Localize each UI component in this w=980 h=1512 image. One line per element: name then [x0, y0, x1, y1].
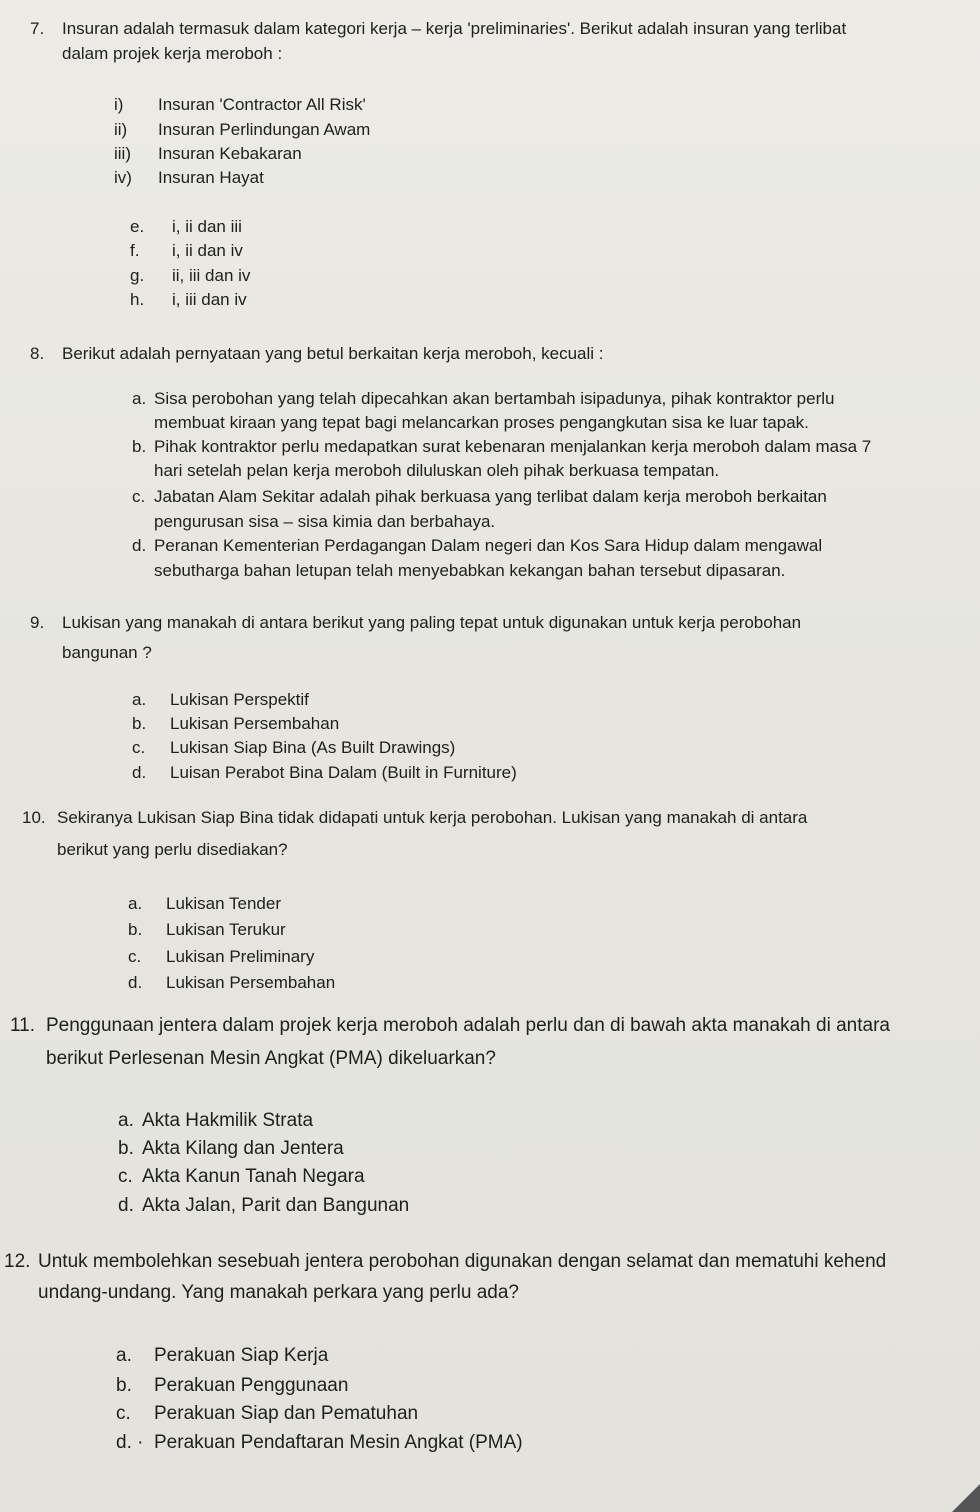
option-text: i, ii dan iv	[172, 241, 243, 260]
option-label: c.	[132, 487, 146, 506]
option-label: a.	[116, 1345, 132, 1366]
option-text: ii, iii dan iv	[172, 266, 251, 285]
option-label: d.	[128, 973, 143, 992]
question-stem-line: berikut Perlesenan Mesin Angkat (PMA) dikeluarkan?	[46, 1048, 496, 1069]
option-text: Akta Kilang dan Jentera	[142, 1138, 344, 1159]
option-label: b.	[132, 437, 147, 456]
option-text-line: sebutharga bahan letupan telah menyebabkan kekangan bahan tersebut dipasaran.	[154, 561, 786, 580]
option-label: d.	[118, 1195, 134, 1216]
option-text-line: Pihak kontraktor perlu medapatkan surat kebenaran menjalankan kerja meroboh dalam masa 7	[154, 437, 872, 456]
option-label: g.	[130, 266, 145, 285]
option-text: Perakuan Penggunaan	[154, 1375, 349, 1396]
option-text: Lukisan Tender	[166, 894, 281, 913]
option-label: a.	[132, 389, 147, 408]
item-label: ii)	[114, 120, 128, 139]
question-stem-line: berikut yang perlu disediakan?	[57, 840, 288, 859]
option-label: c.	[132, 738, 146, 757]
option-label: b.	[118, 1138, 134, 1159]
question-stem-line: undang-undang. Yang manakah perkara yang perlu ada?	[38, 1282, 520, 1303]
option-text-line: hari setelah pelan kerja meroboh diluluskan oleh pihak berkuasa tempatan.	[154, 461, 720, 480]
question-number: 7.	[30, 19, 45, 38]
option-text-line: Peranan Kementerian Perdagangan Dalam negeri dan Kos Sara Hidup dalam mengawal	[154, 536, 823, 555]
option-text: Perakuan Siap Kerja	[154, 1345, 329, 1366]
question-number: 9.	[30, 613, 45, 632]
option-text: Lukisan Terukur	[166, 920, 286, 939]
item-text: Insuran 'Contractor All Risk'	[158, 95, 366, 114]
option-text-line: Jabatan Alam Sekitar adalah pihak berkuasa yang terlibat dalam kerja meroboh berkaitan	[154, 487, 827, 506]
question-stem-line: Sekiranya Lukisan Siap Bina tidak didapati untuk kerja perobohan. Lukisan yang manakah di antara	[57, 808, 808, 827]
option-text-line: pengurusan sisa – sisa kimia dan berbahaya.	[154, 512, 496, 531]
option-text: Akta Hakmilik Strata	[142, 1110, 314, 1131]
item-text: Insuran Kebakaran	[158, 144, 302, 163]
option-label: e.	[130, 217, 145, 236]
option-label: d.	[132, 536, 147, 555]
option-label: b.	[128, 920, 143, 939]
option-text: Luisan Perabot Bina Dalam (Built in Furniture)	[170, 763, 517, 782]
item-text: Insuran Hayat	[158, 168, 264, 187]
option-text: i, iii dan iv	[172, 290, 247, 309]
option-text: i, ii dan iii	[172, 217, 242, 236]
option-text: Lukisan Persembahan	[170, 714, 340, 733]
option-text: Lukisan Preliminary	[166, 947, 315, 966]
question-stem-line: Untuk membolehkan sesebuah jentera perobohan digunakan dengan selamat dan mematuhi kehend	[38, 1251, 887, 1272]
option-label: b.	[116, 1375, 132, 1396]
option-label: a.	[132, 690, 147, 709]
option-text-line: Sisa perobohan yang telah dipecahkan akan bertambah isipadunya, pihak kontraktor perlu	[154, 389, 835, 408]
question-number: 10.	[22, 808, 46, 827]
option-text: Lukisan Siap Bina (As Built Drawings)	[170, 738, 456, 757]
question-stem: Berikut adalah pernyataan yang betul berkaitan kerja meroboh, kecuali :	[62, 344, 604, 363]
question-stem-line: Penggunaan jentera dalam projek kerja meroboh adalah perlu dan di bawah akta manakah di antara	[46, 1015, 890, 1036]
option-text: Lukisan Persembahan	[166, 973, 336, 992]
option-text: Perakuan Siap dan Pematuhan	[154, 1403, 419, 1424]
option-label: d.	[132, 763, 147, 782]
question-stem-line: bangunan ?	[62, 643, 152, 662]
option-label: a.	[118, 1110, 134, 1131]
option-label: f.	[130, 241, 140, 260]
question-stem-line: Insuran adalah termasuk dalam kategori kerja – kerja 'preliminaries'. Berikut adalah insuran yang terlibat	[62, 19, 847, 38]
option-text: Akta Kanun Tanah Negara	[142, 1166, 365, 1187]
option-text: Lukisan Perspektif	[170, 690, 309, 709]
option-label: h.	[130, 290, 145, 309]
question-number: 11.	[10, 1015, 36, 1036]
question-number: 8.	[30, 344, 45, 363]
item-label: iii)	[114, 144, 131, 163]
option-label: a.	[128, 894, 143, 913]
option-label: d. ·	[116, 1432, 144, 1453]
option-label: c.	[128, 947, 142, 966]
option-text: Akta Jalan, Parit dan Bangunan	[142, 1195, 410, 1216]
item-label: i)	[114, 95, 124, 114]
option-text: Perakuan Pendaftaran Mesin Angkat (PMA)	[154, 1432, 523, 1453]
question-stem-line: dalam projek kerja meroboh :	[62, 44, 283, 63]
page-corner-shadow	[952, 1484, 980, 1512]
option-text-line: membuat kiraan yang tepat bagi melancarkan proses pengangkutan sisa ke luar tapak.	[154, 413, 809, 432]
question-number: 12.	[4, 1251, 31, 1272]
option-label: c.	[116, 1403, 131, 1424]
item-label: iv)	[114, 168, 132, 187]
option-label: b.	[132, 714, 147, 733]
item-text: Insuran Perlindungan Awam	[158, 120, 371, 139]
question-stem-line: Lukisan yang manakah di antara berikut yang paling tepat untuk digunakan untuk kerja perobohan	[62, 613, 802, 632]
option-label: c.	[118, 1166, 133, 1187]
